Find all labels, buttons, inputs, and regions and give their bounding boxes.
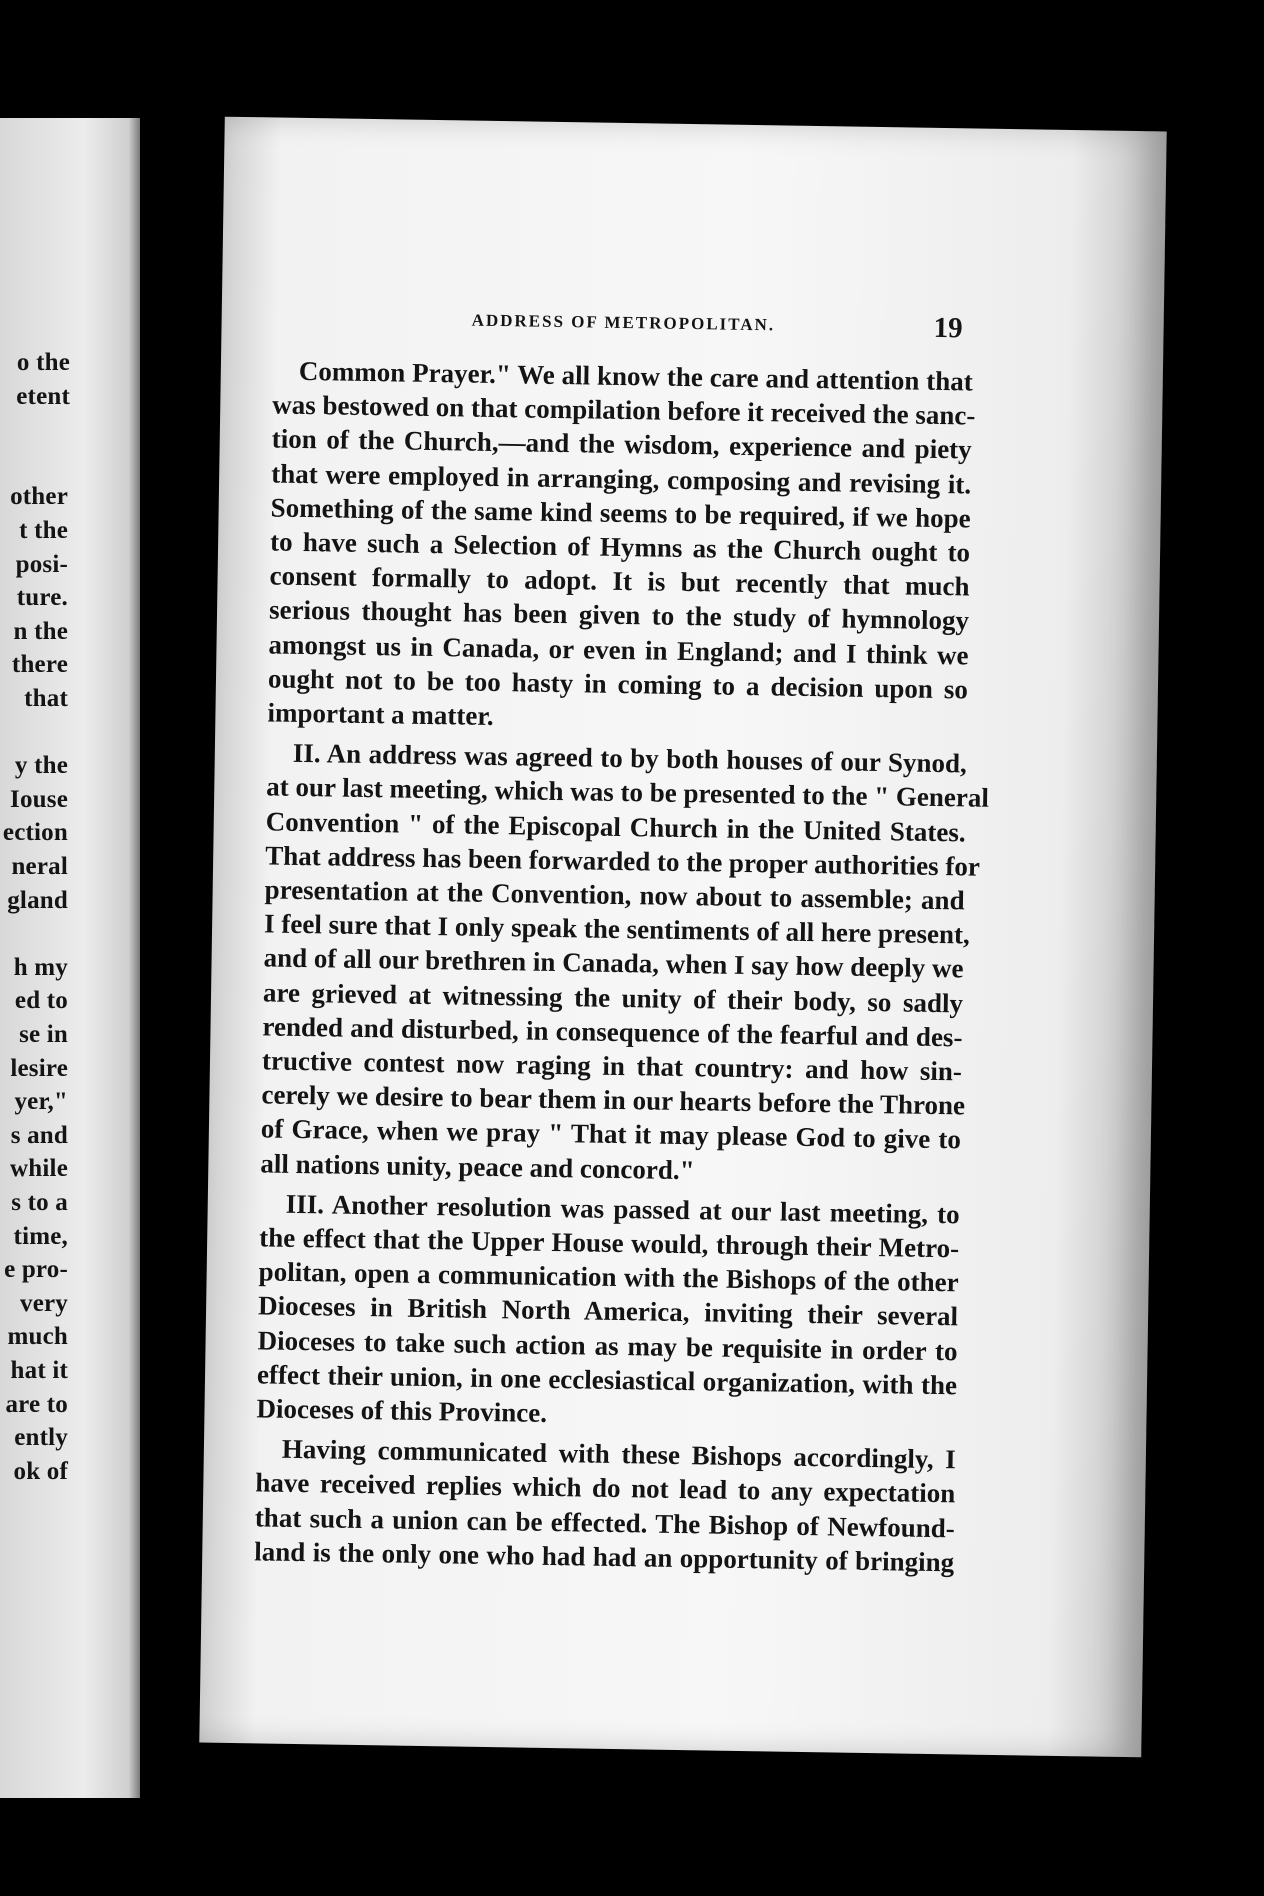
body-text-line: cerely we desire to bear them in our hearts before the Throne <box>261 1079 966 1121</box>
left-page-line: time, <box>13 1222 68 1250</box>
body-text-line: presentation at the Convention, now about to assemble; and <box>264 874 965 916</box>
left-page-line: other <box>10 483 68 511</box>
body-text-line: Common Prayer." We all know the care and attention that <box>298 355 973 397</box>
body-text-line: that such a union can be effected. The Bishop of Newfound- <box>254 1501 955 1543</box>
body-text-line: Having communicated with these Bishops accordingly, I <box>281 1433 957 1475</box>
body-text-line: consent formally to adopt. It is but recently that much <box>269 560 970 602</box>
left-page-line: ection <box>2 819 68 847</box>
body-text-line: the effect that the Upper House would, through their Metro- <box>258 1222 960 1264</box>
left-page-line: gland <box>7 886 68 914</box>
left-page-line: etent <box>16 382 70 410</box>
left-page-line: very <box>20 1289 68 1317</box>
body-text-line: at our last meeting, which was to be presented to the " General <box>266 771 990 814</box>
left-page-line: while <box>10 1155 68 1183</box>
left-page-line: lesire <box>10 1054 68 1082</box>
left-page-line: ently <box>14 1424 68 1452</box>
body-text-line: Dioceses to take such action as may be requisite in order to <box>257 1324 958 1366</box>
body-text-line: I feel sure that I only speak the sentiments of all here present, <box>263 908 971 950</box>
left-page-line: ed to <box>14 987 68 1015</box>
body-text-line: III. Another resolution was passed at our last meeting, to <box>285 1188 960 1230</box>
body-text-line: Dioceses in British North America, inviting their several <box>257 1290 959 1332</box>
body-text-line: tructive contest now raging in that country: and how sin- <box>261 1045 963 1087</box>
left-page-line: se in <box>19 1021 68 1048</box>
left-page-line: o the <box>16 349 70 376</box>
left-page-line: yer," <box>14 1088 68 1116</box>
left-page-line: s and <box>10 1121 68 1149</box>
left-page-line: h my <box>13 953 68 981</box>
body-text-line: Convention " of the Episcopal Church in the United States. <box>265 806 966 848</box>
left-page-line: Iouse <box>10 785 68 813</box>
body-text-line: that were employed in arranging, composing and revising it. <box>271 458 972 500</box>
body-text-line: Something of the same kind seems to be required, if we hope <box>270 492 971 534</box>
body-text-line: of Grace, when we pray " That it may please God to give to <box>260 1113 962 1155</box>
left-page-line: there <box>11 651 68 679</box>
left-page-line: are to <box>5 1390 68 1418</box>
body-text-line: land is the only one who had had an opportunity of bringing <box>254 1536 955 1578</box>
body-text-line: to have such a Selection of Hymns as the Church ought to <box>269 526 971 568</box>
right-page <box>199 117 1166 1758</box>
body-text-line: politan, open a communication with the Bishops of the other <box>258 1256 959 1298</box>
body-text-line: II. An address was agreed to by both houses of our Synod, <box>292 738 967 779</box>
body-text-line: are grieved at witnessing the unity of their body, so sadly <box>262 977 964 1018</box>
left-page-line: ok of <box>13 1457 68 1485</box>
body-text-line: serious thought has been given to the study of hymnology <box>268 594 970 636</box>
body-text-line: and of all our brethren in Canada, when I say how deeply we <box>263 942 964 984</box>
running-head: ADDRESS OF METROPOLITAN. <box>471 310 776 335</box>
left-page-line: much <box>7 1323 68 1351</box>
left-page-line: that <box>24 685 68 712</box>
left-page-line: t the <box>19 517 68 544</box>
left-page-line: hat it <box>10 1357 68 1384</box>
body-text-line: have received replies which do not lead to any expectation <box>255 1467 956 1509</box>
body-text-line: amongst us in Canada, or even in England; and I think we <box>268 629 969 671</box>
left-page-line: y the <box>14 752 68 780</box>
left-page-line: s to a <box>11 1189 68 1216</box>
body-text-line: all nations unity, peace and concord." <box>260 1147 695 1185</box>
left-page <box>0 118 140 1798</box>
left-page-line: ture. <box>16 584 68 612</box>
body-text-line: Dioceses of this Province. <box>256 1393 548 1428</box>
left-page-line: e pro- <box>4 1256 68 1284</box>
left-page-line: posi- <box>15 550 68 578</box>
body-text-line: That address has been forwarded to the proper authorities for <box>264 840 981 882</box>
left-page-line: neral <box>11 853 68 880</box>
body-text-line: effect their union, in one ecclesiastical organization, with the <box>256 1359 958 1401</box>
body-text-line: important a matter. <box>267 697 494 731</box>
page-number: 19 <box>933 311 963 345</box>
left-page-line: n the <box>13 617 68 645</box>
body-text-line: tion of the Church,—and the wisdom, experience and piety <box>271 423 972 465</box>
body-text-line: rended and disturbed, in consequence of the fearful and des- <box>262 1011 963 1053</box>
body-text-line: was bestowed on that compilation before it received the sanc- <box>272 389 976 431</box>
body-text-line: ought not to be too hasty in coming to a decision upon so <box>267 663 969 705</box>
